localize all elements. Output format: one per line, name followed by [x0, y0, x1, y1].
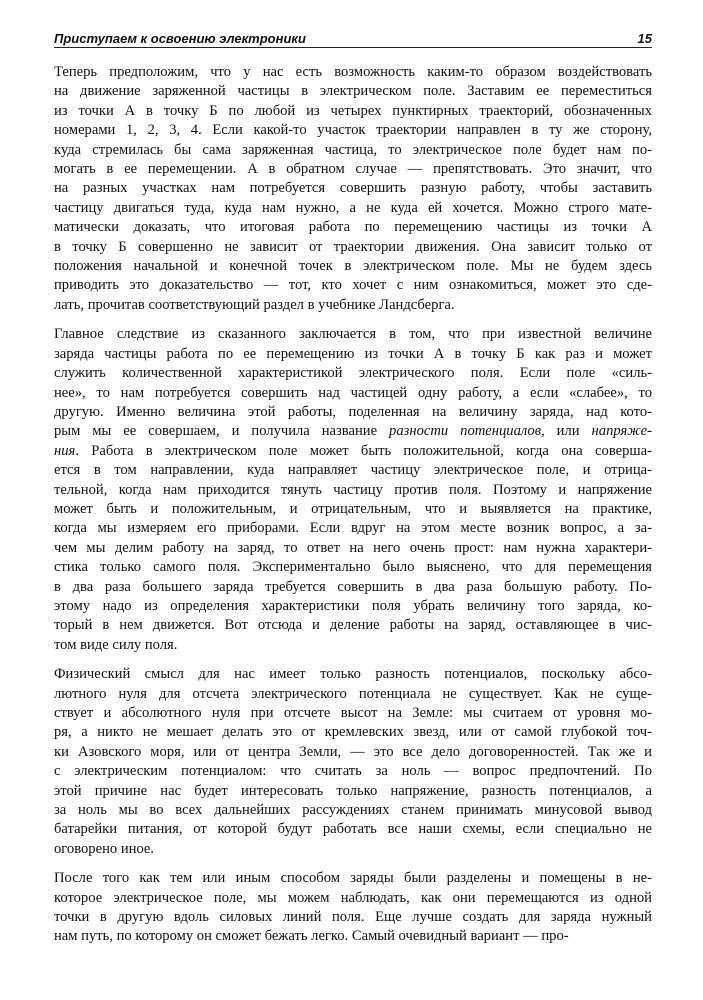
- text-line: рым мы ее совершаем, и получила название разности потенциалов, или напряже-: [54, 423, 652, 440]
- text-line: служить количественной характеристикой электрического поля. Если поле «силь-: [54, 365, 652, 382]
- text-line: оговорено иное.: [54, 840, 155, 857]
- text-line: стика только самого поля. Экспериментально было выяснено, что для перемещения: [54, 559, 652, 576]
- text-line: на движение заряженной частицы в электрическом поле. Заставим ее переместиться: [54, 83, 652, 100]
- paragraph: [54, 665, 652, 859]
- text-line: нее», то нам потребуется совершить над частицей одну работу, а если «слабее», то: [54, 384, 652, 401]
- text-line: Физический смысл для нас имеет только разность потенциалов, поскольку абсо-: [54, 666, 652, 683]
- text-line: может быть и положительным, и отрицательным, что и выявляется на практике,: [54, 500, 652, 517]
- text-line: точки в другую вдоль силовых линий поля. Еще лучше создать для заряда нужный: [54, 909, 652, 926]
- text-line: матически доказать, что итоговая работа по перемещению частицы из точки А: [54, 219, 652, 236]
- paragraph: [54, 63, 652, 315]
- text-line: из точки А в точку Б по любой из четырех пунктирных траекторий, обозначенных: [54, 102, 652, 119]
- text-line: в два раза большего заряда требуется совершить в два раза большую работу. По-: [54, 578, 652, 595]
- running-header-title: Приступаем к освоению электроники: [54, 31, 306, 46]
- text-line: ря, а никто не мешает делать это от кремлевских звезд, или от самой глубокой точ-: [54, 724, 652, 741]
- text-line: чем мы делим работу на заряд, то ответ на него очень прост: нам нужна характери-: [54, 539, 652, 556]
- text-line: лютного нуля для отсчета электрического потенциала не существует. Как не суще-: [54, 685, 652, 702]
- text-line: за ноль мы во всех дальнейших рассуждениях станем принимать минусовой вывод: [54, 802, 652, 819]
- text-line: том виде силу поля.: [54, 636, 178, 653]
- text-line: Главное следствие из сказанного заключается в том, что при известной величине: [54, 326, 652, 343]
- text-line: ния. Работа в электрическом поле может быть положительной, когда она соверша-: [54, 442, 652, 459]
- running-header: [54, 31, 652, 48]
- text-line: когда мы измеряем его приборами. Если вдруг на этом месте возник вопрос, а за-: [54, 520, 652, 537]
- text-line: которое электрическое поле, мы можем наблюдать, как они перемещаются из одной: [54, 889, 652, 906]
- text-line: ется в том направлении, куда направляет частицу электрическое поле, и отрица-: [54, 462, 652, 479]
- text-line: ки Азовского моря, или от центра Земли, — это все дело договоренностей. Так же и: [54, 743, 652, 760]
- text-line: батарейки питания, от которой будут работать все наши схемы, если специально не: [54, 821, 652, 838]
- text-line: могать в ее перемещении. А в обратном случае — препятствовать. Это значит, что: [54, 161, 652, 178]
- text-line: После того как тем или иным способом заряды были разделены и помещены в не-: [54, 870, 652, 887]
- text-line: положения начальной и конечной точек в электрическом поле. Мы не будем здесь: [54, 258, 652, 275]
- text-line: этой причине нас будет интересовать только напряжение, разность потенциалов, а: [54, 782, 652, 799]
- text-line: частицу двигаться туда, куда нам нужно, а не куда ей хочется. Можно строго мате-: [54, 199, 652, 216]
- body-text: [54, 63, 652, 957]
- paragraph: [54, 869, 652, 947]
- text-line: этому надо из определения характеристики поля убрать величину того заряда, ко-: [54, 597, 652, 614]
- text-line: ствует и абсолютного нуля при отсчете высот на Земле: мы считаем от уровня мо-: [54, 705, 652, 721]
- text-line: заряда частицы работа по ее перемещению из точки А в точку Б как раз и может: [54, 345, 652, 362]
- page-number: 15: [637, 31, 652, 46]
- text-line: с электрическим потенциалом: что считать за ноль — вопрос предпочтений. По: [54, 763, 652, 780]
- text-line: лать, прочитав соответствующий раздел в учебнике Ландсберга.: [54, 296, 455, 313]
- text-line: нам путь, по которому он сможет бежать легко. Самый очевидный вариант — про-: [54, 928, 569, 945]
- text-line: на разных участках нам потребуется совершить разную работу, чтобы заставить: [54, 180, 652, 197]
- text-line: в точку Б совершенно не зависит от траектории движения. Она зависит только от: [54, 238, 652, 255]
- text-line: номерами 1, 2, 3, 4. Если какой-то участок траектории направлен в ту же сторону,: [54, 122, 652, 139]
- text-line: куда стремилась бы сама заряженная частица, то электрическое поле будет нам по-: [54, 141, 652, 158]
- text-line: тельной, когда нам приходится тянуть частицу против поля. Поэтому и напряжение: [54, 481, 652, 498]
- text-line: другую. Именно величина этой работы, поделенная на величину заряда, над кото-: [54, 403, 652, 420]
- text-line: торый в нем движется. Вот отсюда и деление работы на заряд, оставляющее в чис-: [54, 617, 652, 634]
- paragraph: [54, 325, 652, 655]
- text-line: приводить это доказательство — тот, кто хочет с ним ознакомиться, может это сде-: [54, 277, 652, 294]
- text-line: Теперь предположим, что у нас есть возможность каким-то образом воздействовать: [54, 64, 652, 80]
